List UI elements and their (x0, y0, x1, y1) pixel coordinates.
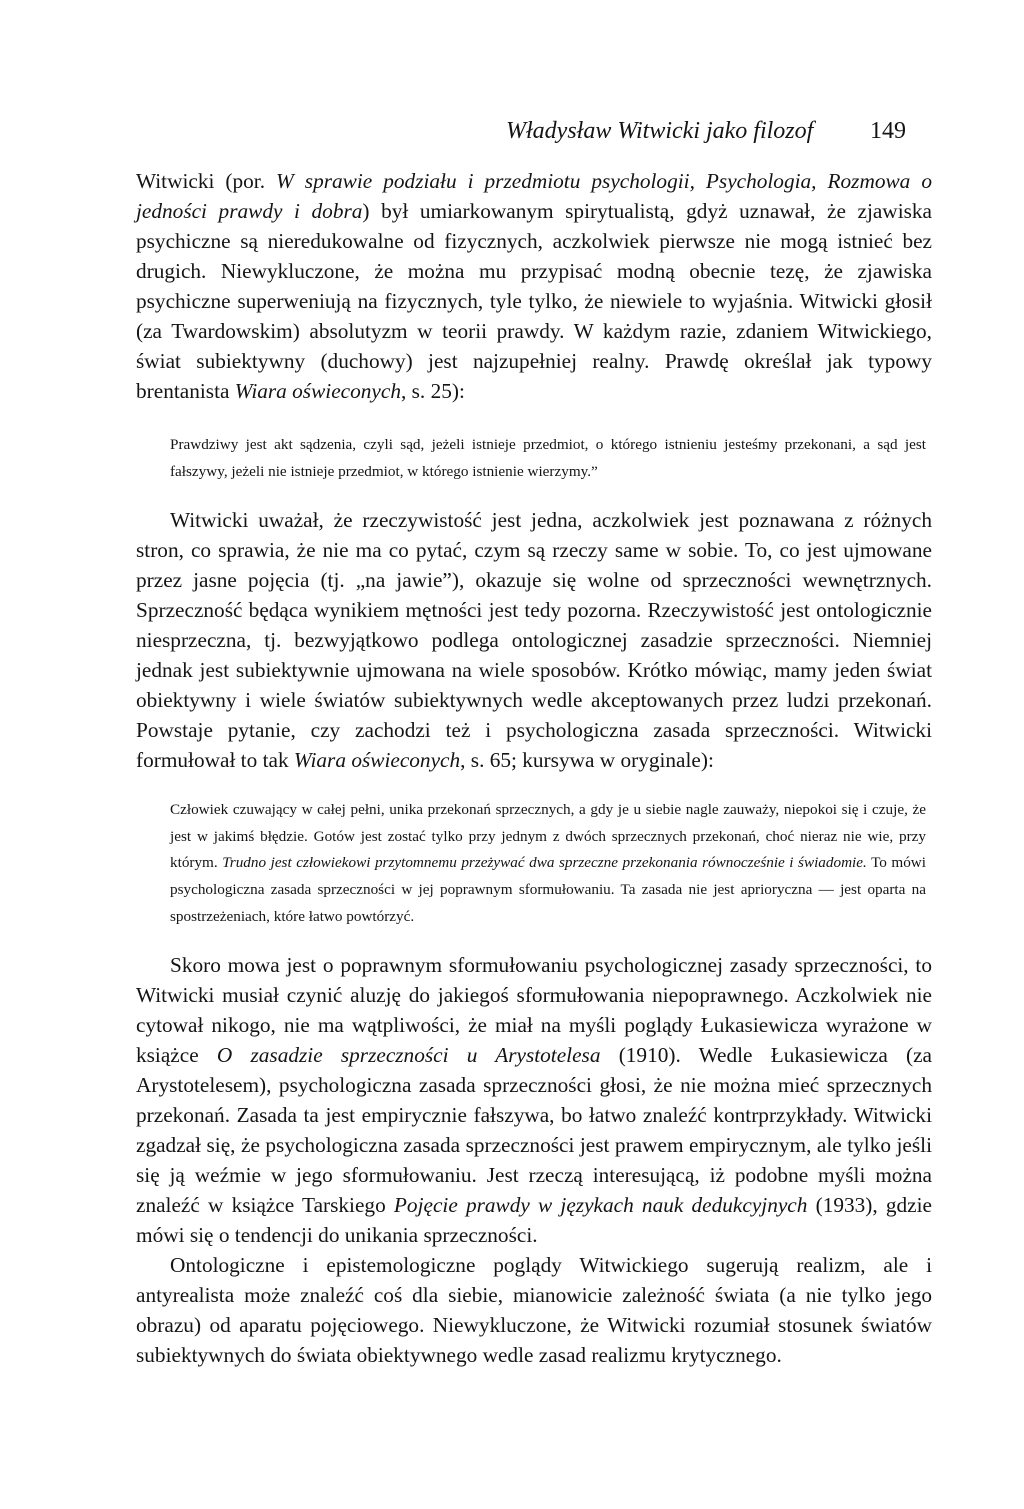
text-run: Człowiek czuwający w całej pełni, unika przekonań sprzecznych, a gdy je u siebie nagle zauważy, niepokoi się i czuje, że jest w jakimś błędzie. Gotów jest zostać tylko przy jednym z dwóch sprzecznych przekonań, choć nieraz nie wie, przy którym. (170, 801, 926, 872)
paragraph-1 (136, 166, 932, 406)
paragraph-4: Ontologiczne i epistemologiczne poglądy Witwickiego sugerują realizm, ale i antyrealista może znaleźć coś dla siebie, mianowicie zależność świata (a nie tylko jego obrazu) od aparatu pojęciowego. Niewykluczone, że Witwicki rozumiał stosunek światów subiektywnych do świata obiektywnego wedle zasad realizmu krytycznego. (136, 1253, 932, 1368)
running-title: Władysław Witwicki jako filozof (506, 118, 814, 144)
text-run: Witwicki uważał, że rzeczywistość jest jedna, aczkolwiek jest poznawana z różnych stron, co sprawia, że nie ma co pytać, czym są rzeczy same w sobie. To, co jest ujmowane przez jasne pojęcia (tj. „na jawie”), okazuje się wolne od sprzeczności wewnętrznych. Sprzeczność będąca wynikiem mętności jest tedy pozorna. Rzeczywistość jest ontologicznie niesprzeczna, tj. bezwyjątkowo podlega ontologicznej zasadzie sprzeczności. Niemniej jednak jest subiektywnie ujmowana na wiele sposobów. Krótko mówiąc, mamy jeden świat obiektywny i wiele światów subiektywnych wedle akceptowanych przez ludzi przekonań. Powstaje pytanie, czy zachodzi też i psychologiczna zasada sprzeczności. Witwicki formułował to tak (136, 508, 932, 773)
text-run: Witwicki (por. (136, 169, 277, 193)
text-run: To mówi psychologiczna zasada sprzeczności w jej poprawnym sformułowaniu. Ta zasada nie jest aprioryczna — jest oparta na spostrzeżeniach, które łatwo powtórzyć. (170, 854, 926, 925)
text-run: (1933), gdzie mówi się o tendencji do unikania sprzeczności. (136, 1193, 933, 1248)
block-quote-2 (170, 797, 926, 930)
paragraph-3 (136, 950, 932, 1250)
page-number: 149 (870, 118, 906, 144)
text-run: , s. 25): (400, 379, 465, 403)
book-title: W sprawie podziału i przedmiotu psychologii, Psychologia, Rozmowa o jedności prawdy i dobra (136, 169, 932, 223)
book-title: Wiara oświeconych (293, 748, 461, 773)
running-header (136, 112, 932, 152)
book-title: O zasadzie sprzeczności u Arystotelesa (216, 1043, 601, 1068)
text-run: Skoro mowa jest o poprawnym sformułowaniu psychologicznej zasady sprzeczności, to Witwicki musiał czynić aluzję do jakiegoś sformułowania niepoprawnego. Aczkolwiek nie cytował nikogo, nie ma wątpliwości, że miał na myśli poglądy Łukasiewicza wyrażone w książce (136, 953, 932, 1068)
book-title: Pojęcie prawdy w językach nauk dedukcyjnych (393, 1193, 808, 1218)
text-run: ) był umiarkowanym spirytualistą, gdyż uznawał, że zjawiska psychiczne są nieredukowalne od fizycznych, aczkolwiek pierwsze nie mogą istnieć bez drugich. Niewykluczone, że można mu przypisać modną obecnie tezę, że zjawiska psychiczne superweniują na fizycznych, tyle tylko, że niewiele to wyjaśnia. Witwicki głosił (za Twardowskim) absolutyzm w teorii prawdy. W każdym razie, zdaniem Witwickiego, świat subiektywny (duchowy) jest najzupełniej realny. Prawdę określał jak typowy brentanista (136, 199, 932, 403)
page-body (136, 166, 932, 1370)
text-run: (1910). Wedle Łukasiewicza (za Arystotelesem), psychologiczna zasada sprzeczności głosi, że nie można mieć sprzecznych przekonań. Zasada ta jest empirycznie fałszywa, bo łatwo znaleźć kontrprzykłady. Witwicki zgadzał się, że psychologiczna zasada sprzeczności jest prawem empirycznym, ale tylko jeśli się ją weźmie w jego sformułowaniu. Jest rzeczą interesującą, iż podobne myśli można znaleźć w książce Tarskiego (136, 1043, 932, 1218)
emphasis: Trudno jest człowiekowi przytomnemu przeżywać dwa sprzeczne przekonania równocześnie i świadomie. (222, 854, 867, 872)
book-title: Wiara oświeconych (234, 379, 401, 403)
block-quote-1: Prawdziwy jest akt sądzenia, czyli sąd, jeżeli istnieje przedmiot, o którego istnieniu jesteśmy przekonani, a sąd jest fałszywy, jeżeli nie istnieje przedmiot, w którego istnienie wierzymy.” (170, 436, 926, 480)
text-run: , s. 65; kursywa w oryginale): (460, 748, 714, 773)
paragraph-2 (136, 505, 932, 775)
